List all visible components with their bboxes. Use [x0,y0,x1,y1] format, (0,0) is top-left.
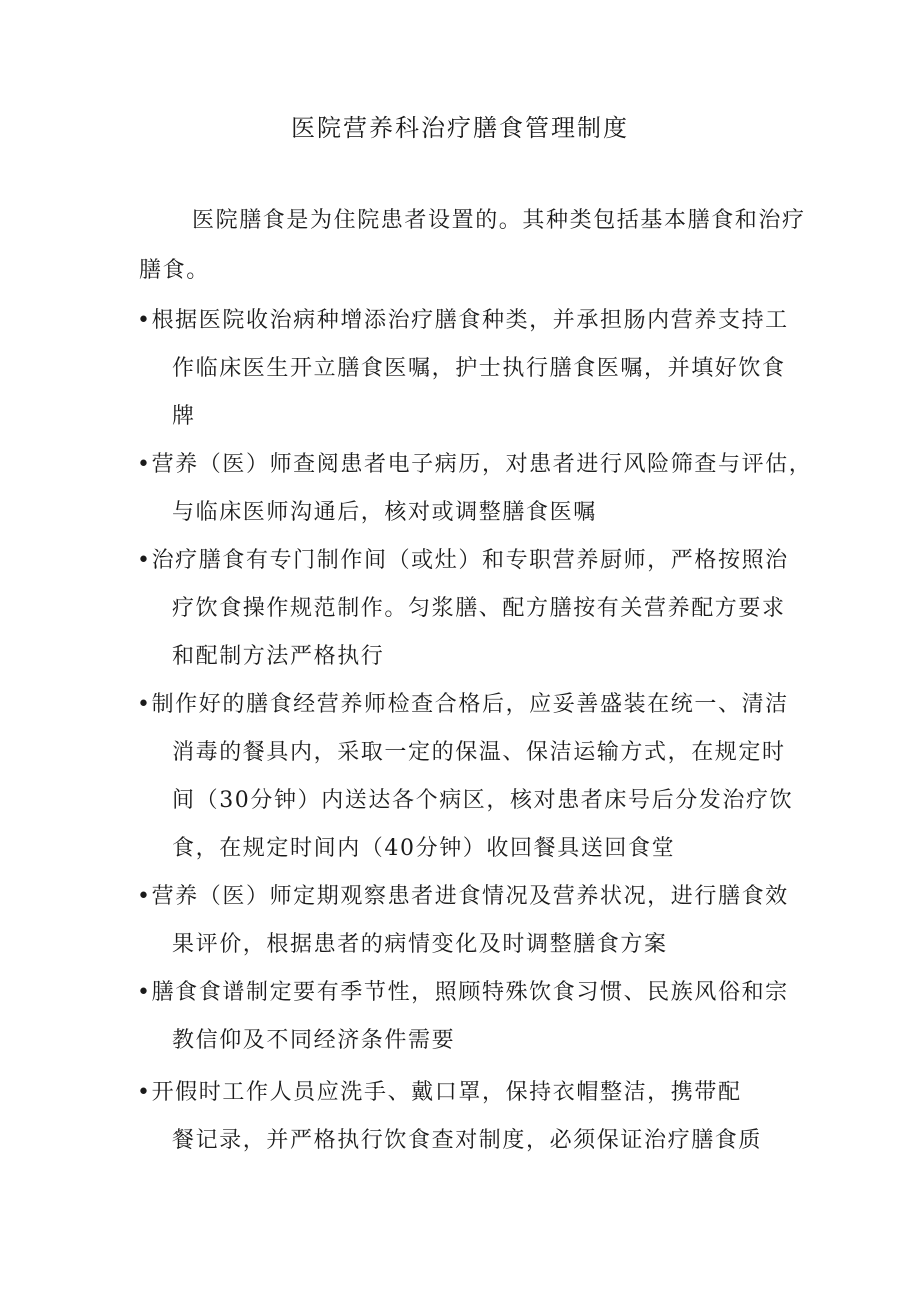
intro-line: 膳食。 [139,258,210,283]
list-item-line: 果评价，根据患者的病情变化及时调整膳食方案 [172,932,668,957]
document-title: 医院营养科治疗膳食管理制度 [291,114,629,142]
list-item-line: 消毒的餐具内，采取一定的保温、保洁运输方式，在规定时 [172,740,786,765]
list-item-line: •营养（医）师定期观察患者进食情况及营养状况，进行膳食效 [137,884,789,909]
list-item-line: 与临床医师沟通后，核对或调整膳食医嘱 [172,500,597,525]
list-item-line: 疗饮食操作规范制作。匀浆膳、配方膳按有关营养配方要求 [172,596,786,621]
intro-line: 医院膳食是为住院患者设置的。其种类包括基本膳食和治疗 [192,208,806,233]
list-item-line: 教信仰及不同经济条件需要 [172,1028,456,1053]
list-item-line: 食，在规定时间内（40分钟）收回餐具送回食堂 [172,836,676,861]
list-item-line: 餐记录，并严格执行饮食查对制度，必须保证治疗膳食质 [172,1128,763,1153]
list-item-line: 和配制方法严格执行 [172,644,385,669]
list-item-line: •制作好的膳食经营养师检查合格后，应妥善盛装在统一、清洁 [137,692,789,717]
list-item-line: 牌 [172,404,196,429]
list-item-line: •膳食食谱制定要有季节性，照顾特殊饮食习惯、民族风俗和宗 [137,980,789,1005]
list-item-line: •营养（医）师查阅患者电子病历，对患者进行风险筛查与评估， [137,452,813,477]
list-item-line: •治疗膳食有专门制作间（或灶）和专职营养厨师，严格按照治 [137,548,789,573]
list-item-line: •开假时工作人员应洗手、戴口罩，保持衣帽整洁，携带配 [137,1080,742,1105]
list-item-line: 作临床医生开立膳食医嘱，护士执行膳食医嘱，并填好饮食 [172,356,786,381]
list-item-line: 间（30分钟）内送达各个病区，核对患者床号后分发治疗饮 [172,788,794,813]
list-item-line: •根据医院收治病种增添治疗膳食种类，并承担肠内营养支持工 [137,308,789,333]
